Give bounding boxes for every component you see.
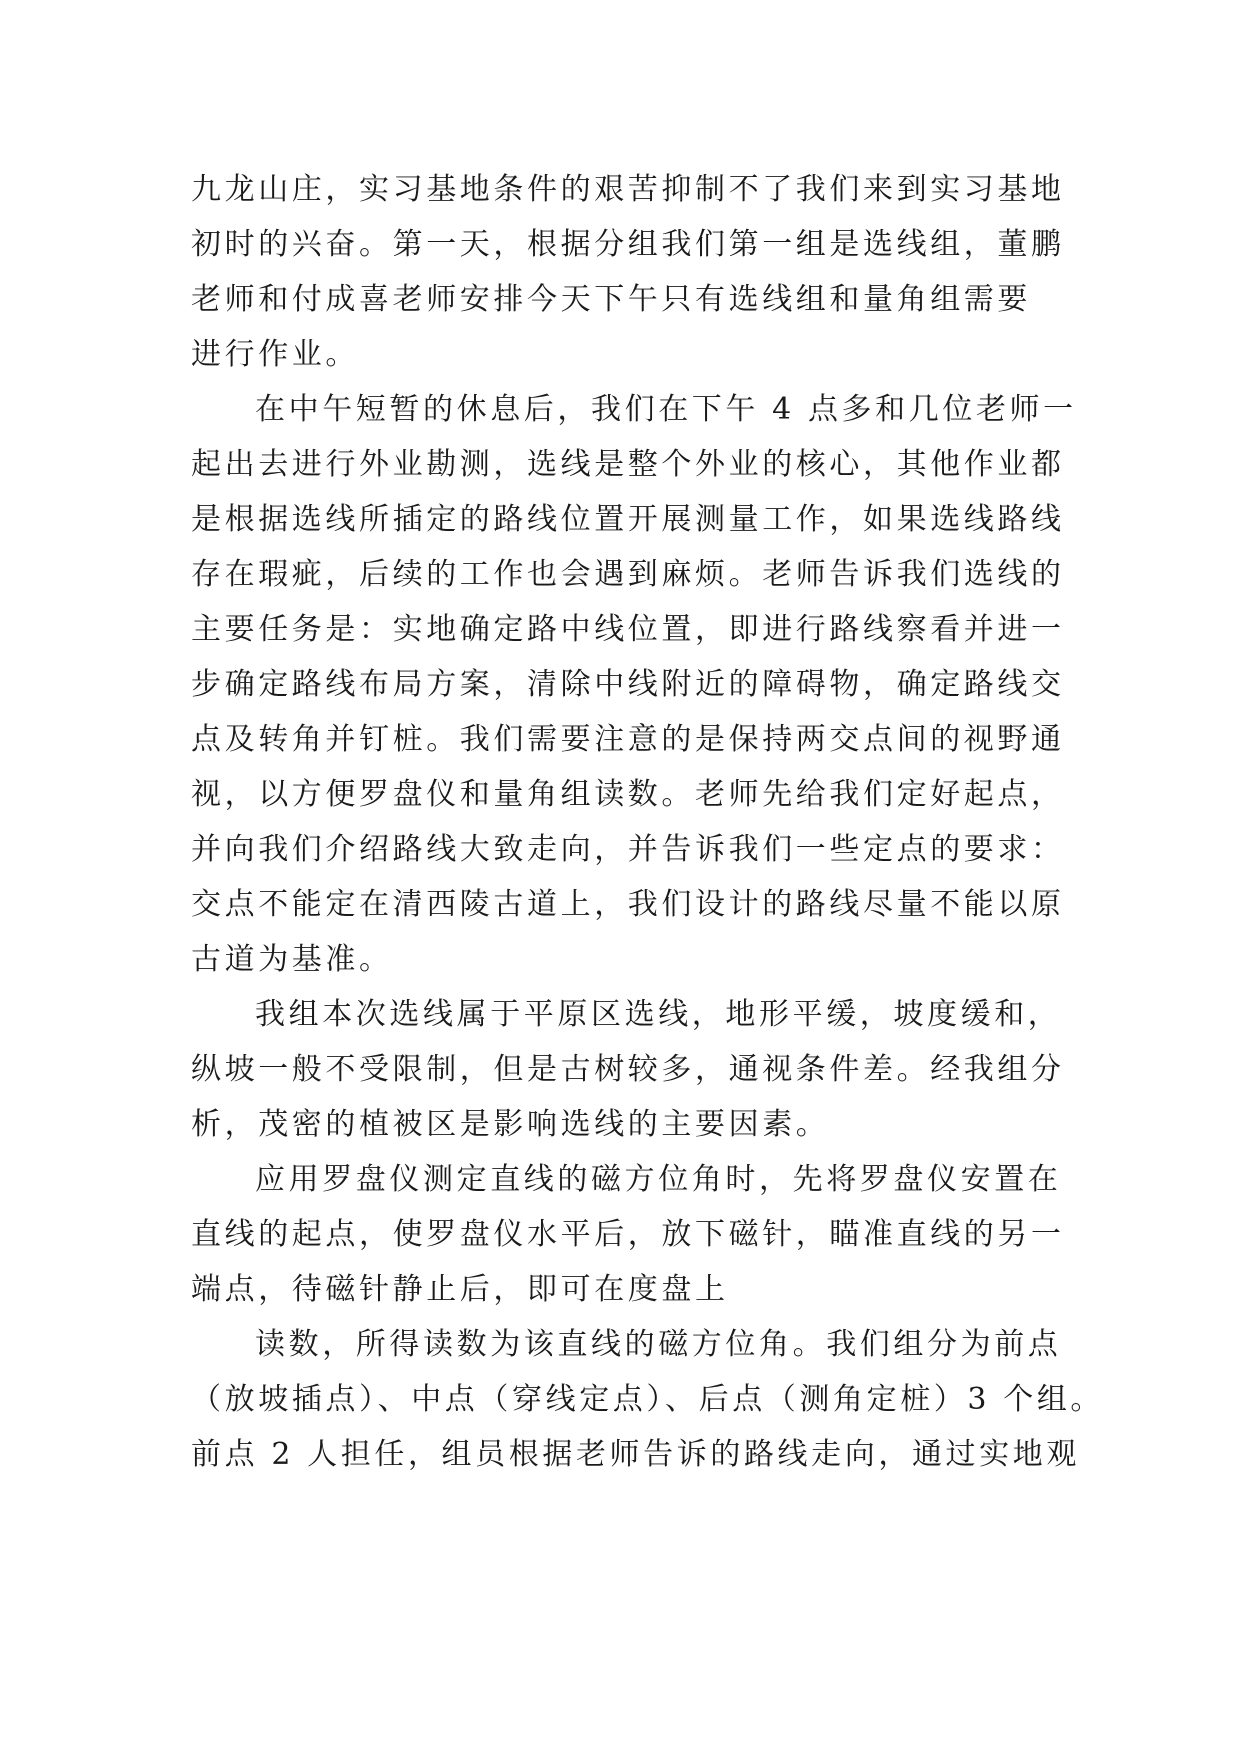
text-line: 纵坡一般不受限制，但是古树较多，通视条件差。经我组分 xyxy=(191,1052,1065,1087)
text-line: 视，以方便罗盘仪和量角组读数。老师先给我们定好起点， xyxy=(191,777,1065,812)
text-line: 析，茂密的植被区是影响选线的主要因素。 xyxy=(191,1107,830,1142)
document-body xyxy=(191,162,1105,1482)
text-line: （放坡插点）、中点（穿线定点）、后点（测角定桩）3 个组。 xyxy=(191,1382,1105,1417)
text-line: 步确定路线布局方案，清除中线附近的障碍物，确定路线交 xyxy=(191,667,1065,702)
text-line: 主要任务是：实地确定路中线位置，即进行路线察看并进一 xyxy=(191,612,1065,647)
text-line: 九龙山庄，实习基地条件的艰苦抑制不了我们来到实习基地 xyxy=(191,172,1065,207)
text-line: 存在瑕疵，后续的工作也会遇到麻烦。老师告诉我们选线的 xyxy=(191,557,1065,592)
text-line: 是根据选线所插定的路线位置开展测量工作，如果选线路线 xyxy=(191,502,1065,537)
text-line: 前点 2 人担任，组员根据老师告诉的路线走向，通过实地观 xyxy=(191,1437,1080,1472)
text-line: 进行作业。 xyxy=(191,337,359,372)
text-line: 在中午短暂的休息后，我们在下午 4 点多和几位老师一 xyxy=(255,392,1077,427)
text-line: 点及转角并钉桩。我们需要注意的是保持两交点间的视野通 xyxy=(191,722,1065,757)
text-line: 我组本次选线属于平原区选线，地形平缓，坡度缓和， xyxy=(255,997,1062,1032)
text-line: 老师和付成喜老师安排今天下午只有选线组和量角组需要 xyxy=(191,282,1031,317)
text-line: 直线的起点，使罗盘仪水平后，放下磁针，瞄准直线的另一 xyxy=(191,1217,1065,1252)
text-line: 古道为基准。 xyxy=(191,942,393,977)
text-line: 应用罗盘仪测定直线的磁方位角时，先将罗盘仪安置在 xyxy=(255,1162,1062,1197)
text-line: 起出去进行外业勘测，选线是整个外业的核心，其他作业都 xyxy=(191,447,1065,482)
text-line: 初时的兴奋。第一天，根据分组我们第一组是选线组，董鹏 xyxy=(191,227,1065,262)
text-line: 读数，所得读数为该直线的磁方位角。我们组分为前点 xyxy=(255,1327,1062,1362)
text-line: 并向我们介绍路线大致走向，并告诉我们一些定点的要求： xyxy=(191,832,1065,867)
text-line: 端点，待磁针静止后，即可在度盘上 xyxy=(191,1272,729,1307)
text-line: 交点不能定在清西陵古道上，我们设计的路线尽量不能以原 xyxy=(191,887,1065,922)
